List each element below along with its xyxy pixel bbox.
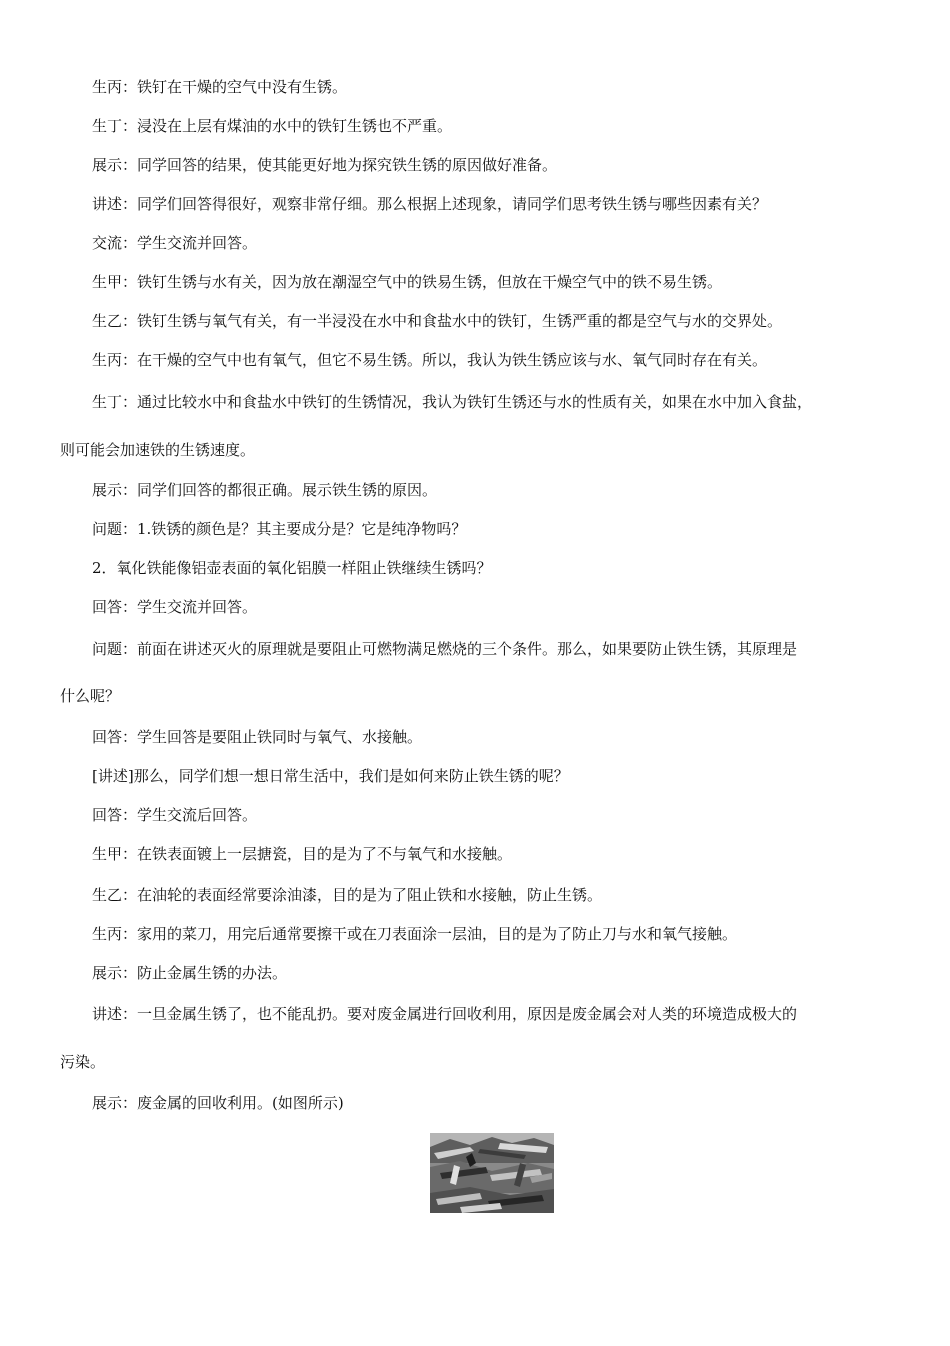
- paragraph-9-continued: 则可能会加速铁的生锈速度。: [60, 441, 256, 459]
- scrap-metal-image: [430, 1133, 554, 1213]
- paragraph-23: 展示：废金属的回收利用。(如图所示): [92, 1094, 344, 1112]
- paragraph-14: 问题：前面在讲述灭火的原理就是要阻止可燃物满足燃烧的三个条件。那么，如果要防止铁生锈，其原理是: [92, 640, 798, 658]
- paragraph-16: [讲述]那么，同学们想一想日常生活中，我们是如何来防止铁生锈的呢？: [92, 767, 569, 785]
- paragraph-19: 生乙：在油轮的表面经常要涂油漆，目的是为了阻止铁和水接触，防止生锈。: [92, 886, 603, 904]
- paragraph-10: 展示：同学们回答的都很正确。展示铁生锈的原因。: [92, 481, 438, 499]
- paragraph-9: 生丁：通过比较水中和食盐水中铁钉的生锈情况，我认为铁钉生锈还与水的性质有关，如果在水中加入食盐，: [92, 393, 813, 411]
- paragraph-4: 讲述：同学们回答得很好，观察非常仔细。那么根据上述现象，请同学们思考铁生锈与哪些因素有关？: [92, 195, 768, 213]
- paragraph-6: 生甲：铁钉生锈与水有关，因为放在潮湿空气中的铁易生锈，但放在干燥空气中的铁不易生锈。: [92, 273, 723, 291]
- paragraph-20: 生丙：家用的菜刀，用完后通常要擦干或在刀表面涂一层油，目的是为了防止刀与水和氧气接触。: [92, 925, 738, 943]
- paragraph-14-continued: 什么呢？: [60, 687, 121, 705]
- paragraph-17: 回答：学生交流后回答。: [92, 806, 258, 824]
- paragraph-3: 展示：同学回答的结果，使其能更好地为探究铁生锈的原因做好准备。: [92, 156, 558, 174]
- paragraph-1: 生丙：铁钉在干燥的空气中没有生锈。: [92, 78, 348, 96]
- paragraph-5: 交流：学生交流并回答。: [92, 234, 258, 252]
- paragraph-8: 生丙：在干燥的空气中也有氧气，但它不易生锈。所以，我认为铁生锈应该与水、氧气同时存在有关。: [92, 351, 768, 369]
- paragraph-7: 生乙：铁钉生锈与氧气有关，有一半浸没在水中和食盐水中的铁钉，生锈严重的都是空气与水的交界处。: [92, 312, 783, 330]
- paragraph-2: 生丁：浸没在上层有煤油的水中的铁钉生锈也不严重。: [92, 117, 453, 135]
- paragraph-12: 2．氧化铁能像铝壶表面的氧化铝膜一样阻止铁继续生锈吗？: [92, 559, 492, 577]
- paragraph-22-continued: 污染。: [60, 1053, 106, 1071]
- paragraph-18: 生甲：在铁表面镀上一层搪瓷，目的是为了不与氧气和水接触。: [92, 845, 513, 863]
- paragraph-15: 回答：学生回答是要阻止铁同时与氧气、水接触。: [92, 728, 423, 746]
- paragraph-11: 问题：1.铁锈的颜色是？其主要成分是？它是纯净物吗？: [92, 520, 467, 538]
- scrap-metal-photo: [430, 1133, 554, 1213]
- paragraph-13: 回答：学生交流并回答。: [92, 598, 258, 616]
- paragraph-21: 展示：防止金属生锈的办法。: [92, 964, 288, 982]
- paragraph-22: 讲述：一旦金属生锈了，也不能乱扔。要对废金属进行回收利用，原因是废金属会对人类的环境造成极大的: [92, 1005, 798, 1023]
